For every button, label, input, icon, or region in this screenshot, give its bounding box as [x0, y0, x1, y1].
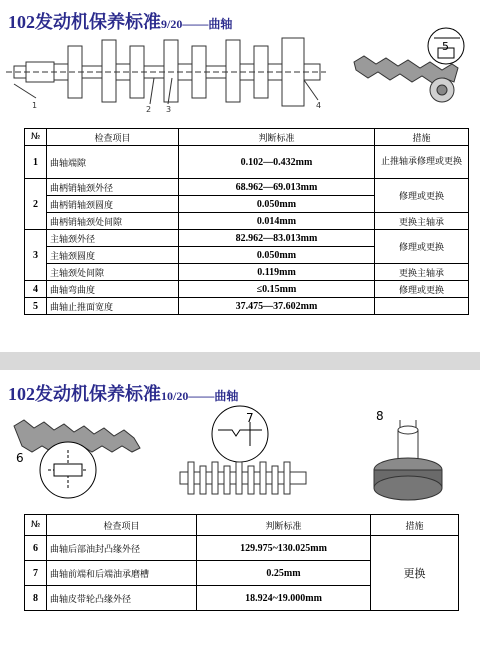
row-item: 曲轴后部油封凸缘外径	[47, 536, 197, 561]
row-standard: ≤0.15mm	[179, 281, 375, 298]
row-item: 曲柄销轴颈处间隙	[47, 213, 179, 230]
crankshaft-rear-drawing	[10, 406, 160, 506]
header-action: 措施	[371, 515, 459, 536]
row-number: 8	[25, 586, 47, 611]
row-standard: 0.102—0.432mm	[179, 146, 375, 179]
header-item: 检查项目	[47, 515, 197, 536]
row-number: 1	[25, 146, 47, 179]
title-main: 102发动机保养标准	[8, 384, 161, 404]
callout-4: 4	[316, 101, 322, 110]
header-standard: 判断标准	[197, 515, 371, 536]
row-standard: 0.014mm	[179, 213, 375, 230]
row-standard: 0.050mm	[179, 247, 375, 264]
row-standard: 129.975~130.025mm	[197, 536, 371, 561]
crankshaft-side-drawing	[4, 34, 334, 114]
row-standard: 82.962—83.013mm	[179, 230, 375, 247]
row-item: 主轴颈处间隙	[47, 264, 179, 281]
header-no: №	[25, 129, 47, 146]
header-action: 措施	[375, 129, 469, 146]
header-standard: 判断标准	[179, 129, 375, 146]
row-item: 曲轴端隙	[47, 146, 179, 179]
crankshaft-3d-drawing	[340, 26, 476, 120]
title-main: 102发动机保养标准	[8, 12, 161, 32]
row-item: 曲轴弯曲度	[47, 281, 179, 298]
crankshaft-groove-drawing	[170, 400, 320, 504]
row-standard: 0.25mm	[197, 561, 371, 586]
callout-1: 1	[32, 101, 38, 110]
row-item: 曲轴止推面宽度	[47, 298, 179, 315]
table-row	[25, 179, 469, 196]
row-standard: 18.924~19.000mm	[197, 586, 371, 611]
callout-5: 5	[442, 40, 449, 53]
row-action: 更换	[371, 536, 459, 611]
row-item: 主轴颈圆度	[47, 247, 179, 264]
header-item: 检查项目	[47, 129, 179, 146]
page-title	[8, 8, 232, 34]
row-standard: 37.475—37.602mm	[179, 298, 375, 315]
table-header-row	[25, 129, 469, 146]
row-action	[375, 298, 469, 315]
title-part: 曲轴	[208, 17, 233, 31]
pulley-flange-drawing	[360, 406, 460, 506]
slide-10	[0, 370, 480, 646]
table-row	[25, 264, 469, 281]
row-standard: 0.050mm	[179, 196, 375, 213]
row-item: 主轴颈外径	[47, 230, 179, 247]
row-number: 5	[25, 298, 47, 315]
slide-divider	[0, 352, 480, 370]
row-action: 修理或更换	[375, 281, 469, 298]
row-item: 曲轴前端和后端油承磨槽	[47, 561, 197, 586]
title-page: 9/20	[161, 17, 183, 31]
title-separator: ——	[188, 388, 215, 403]
row-number: 6	[25, 536, 47, 561]
title-page: 10/20	[161, 389, 189, 403]
row-number: 3	[25, 230, 47, 281]
callout-6: 6	[16, 451, 24, 465]
spec-table-2	[24, 514, 459, 611]
title-part: 曲轴	[214, 389, 239, 403]
callout-8: 8	[376, 409, 384, 423]
row-number: 2	[25, 179, 47, 230]
row-standard: 0.119mm	[179, 264, 375, 281]
header-no: №	[25, 515, 47, 536]
row-number: 7	[25, 561, 47, 586]
table-row	[25, 298, 469, 315]
table-row	[25, 213, 469, 230]
row-item: 曲柄销轴颈外径	[47, 179, 179, 196]
row-action: 更换主轴承	[375, 264, 469, 281]
spec-table-1	[24, 128, 469, 315]
table-row	[25, 230, 469, 247]
title-separator: ——	[182, 16, 209, 31]
row-number: 4	[25, 281, 47, 298]
row-action: 修理或更换	[375, 179, 469, 213]
table-header-row	[25, 515, 459, 536]
table-row	[25, 281, 469, 298]
callout-7: 7	[246, 411, 254, 425]
row-item: 曲柄销轴颈圆度	[47, 196, 179, 213]
row-standard: 68.962—69.013mm	[179, 179, 375, 196]
callout-3: 3	[166, 105, 172, 114]
table-row	[25, 536, 459, 561]
row-action: 更换主轴承	[375, 213, 469, 230]
row-item: 曲轴皮带轮凸缘外径	[47, 586, 197, 611]
table-row	[25, 146, 469, 179]
row-action: 止推轴承修理或更换	[375, 146, 469, 179]
callout-2: 2	[146, 105, 152, 114]
row-action: 修理或更换	[375, 230, 469, 264]
